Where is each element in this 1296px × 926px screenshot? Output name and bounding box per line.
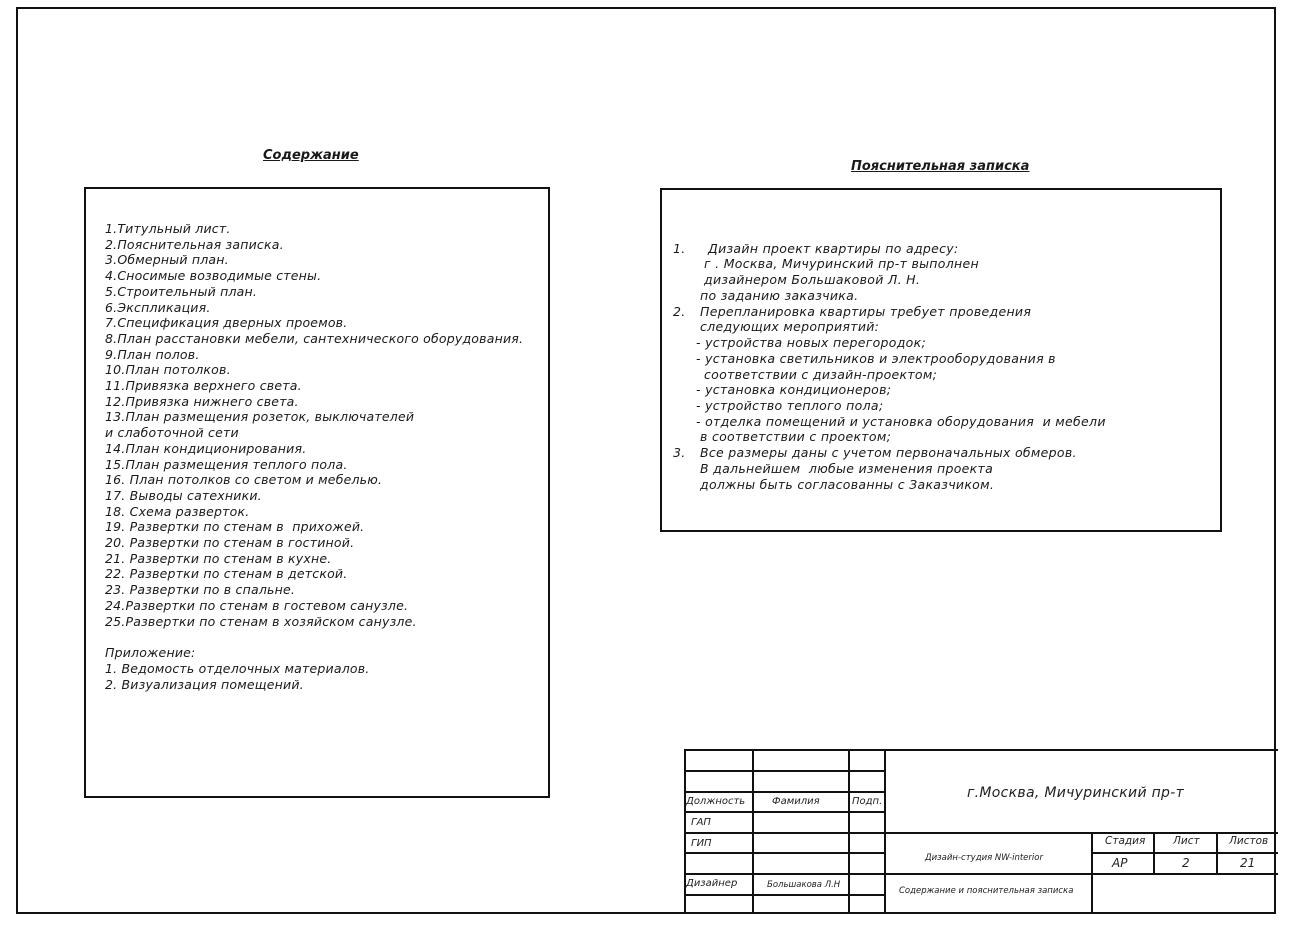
contents-item: 2.Пояснительная записка. xyxy=(105,236,284,252)
note-line: должны быть согласованны с Заказчиком. xyxy=(700,477,995,492)
note-num-2: 2. xyxy=(673,304,686,319)
role-gap: ГАП xyxy=(691,817,711,828)
note-line: Перепланировка квартиры требует проведения xyxy=(700,304,1032,319)
contents-box xyxy=(84,187,550,798)
contents-item: 20. Развертки по стенам в гостиной. xyxy=(105,535,355,551)
grid-line xyxy=(848,749,850,914)
note-line: - отделка помещений и установка оборудования и мебели xyxy=(696,414,1106,429)
sheet-title: Содержание и пояснительная записка xyxy=(899,886,1074,896)
contents-list xyxy=(105,221,523,629)
contents-item: 25.Развертки по стенам в хозяйском санузле. xyxy=(105,613,417,629)
contents-item: 18. Схема разверток. xyxy=(105,503,250,519)
grid-line xyxy=(1216,832,1218,873)
role-gip: ГИП xyxy=(691,838,712,849)
contents-item: 5.Строительный план. xyxy=(105,283,258,299)
contents-item: 10.План потолков. xyxy=(105,362,231,378)
header-surname: Фамилия xyxy=(772,796,820,807)
contents-item: 11.Привязка верхнего света. xyxy=(105,378,302,394)
designer-name: Большакова Л.Н xyxy=(767,880,841,890)
stage-label: Стадия xyxy=(1105,835,1146,847)
grid-line xyxy=(1091,852,1278,854)
contents-item: 15.План размещения теплого пола. xyxy=(105,456,348,472)
grid-line xyxy=(684,873,1278,875)
role-designer: Дизайнер xyxy=(686,878,738,889)
note-line: - устройства новых перегородок; xyxy=(696,335,926,350)
note-num-3: 3. xyxy=(673,445,686,460)
grid-line xyxy=(1091,832,1093,914)
contents-item: 3.Обмерный план. xyxy=(105,252,229,268)
grid-line xyxy=(1153,832,1155,873)
contents-item: 12.Привязка нижнего света. xyxy=(105,393,299,409)
contents-item: 8.План расстановки мебели, сантехнического оборудования. xyxy=(105,330,524,346)
contents-item: 1.Титульный лист. xyxy=(105,221,231,236)
contents-item: 1. Ведомость отделочных материалов. xyxy=(105,661,370,676)
sheets-value: 21 xyxy=(1240,856,1256,870)
sheets-label: Листов xyxy=(1229,835,1269,847)
note-line: Все размеры даны с учетом первоначальных обмеров. xyxy=(700,445,1077,460)
contents-item: 13.План размещения розеток, выключателей xyxy=(105,409,415,425)
grid-line xyxy=(684,832,1278,834)
contents-item: 14.План кондиционирования. xyxy=(105,440,307,456)
contents-item: 22. Развертки по стенам в детской. xyxy=(105,566,348,582)
contents-item: 24.Развертки по стенам в гостевом санузле. xyxy=(105,597,409,613)
note-line: следующих мероприятий: xyxy=(700,319,880,334)
stage-value: АР xyxy=(1112,856,1128,870)
grid-line xyxy=(884,749,886,914)
note-line: дизайнером Большаковой Л. Н. xyxy=(704,272,921,287)
contents-item: 17. Выводы сатехники. xyxy=(105,487,262,503)
sheet-label: Лист xyxy=(1173,835,1200,847)
note-line: - устройство теплого пола; xyxy=(696,398,884,413)
contents-item: 19. Развертки по стенам в прихожей. xyxy=(105,519,365,535)
contents-item: 7.Спецификация дверных проемов. xyxy=(105,315,348,331)
contents-title: Содержание xyxy=(263,148,359,163)
note-title: Пояснительная записка xyxy=(851,159,1030,174)
header-position: Должность xyxy=(686,796,746,807)
note-line: Дизайн проект квартиры по адресу: xyxy=(708,241,959,256)
grid-line xyxy=(684,770,885,772)
note-line: соответствии с дизайн-проектом; xyxy=(704,367,938,382)
contents-item: 4.Сносимые возводимые стены. xyxy=(105,268,322,284)
sheet-value: 2 xyxy=(1182,856,1190,870)
note-line: по заданию заказчика. xyxy=(700,288,859,303)
contents-item: 6.Экспликация. xyxy=(105,299,211,315)
contents-item: 16. План потолков со светом и мебелью. xyxy=(105,472,383,488)
note-box xyxy=(660,188,1222,532)
note-line: - установка кондиционеров; xyxy=(696,382,892,397)
studio-name: Дизайн-студия NW-interior xyxy=(925,853,1043,863)
grid-line xyxy=(684,791,885,793)
note-num-1: 1. xyxy=(673,241,686,256)
grid-line xyxy=(684,852,885,854)
note-line: - установка светильников и электрооборудования в xyxy=(696,351,1056,366)
contents-item: 21. Развертки по стенам в кухне. xyxy=(105,550,332,566)
appendix-title: Приложение: xyxy=(105,645,196,660)
grid-line xyxy=(684,749,686,914)
note-line: г . Москва, Мичуринский пр-т выполнен xyxy=(704,256,979,271)
contents-item: 9.План полов. xyxy=(105,346,200,362)
note-line: В дальнейшем любые изменения проекта xyxy=(700,461,994,476)
grid-line xyxy=(684,894,885,896)
project-address: г.Москва, Мичуринский пр-т xyxy=(967,785,1185,801)
header-signature: Подп. xyxy=(852,796,883,807)
appendix-list xyxy=(105,661,369,692)
grid-line xyxy=(752,749,754,914)
note-line: в соответствии с проектом; xyxy=(700,429,892,444)
contents-item: 23. Развертки по в спальне. xyxy=(105,582,296,598)
contents-item: 2. Визуализация помещений. xyxy=(105,676,304,692)
contents-item: и слаботочной сети xyxy=(105,425,239,441)
grid-line xyxy=(684,811,885,813)
title-block-border xyxy=(684,749,1278,751)
